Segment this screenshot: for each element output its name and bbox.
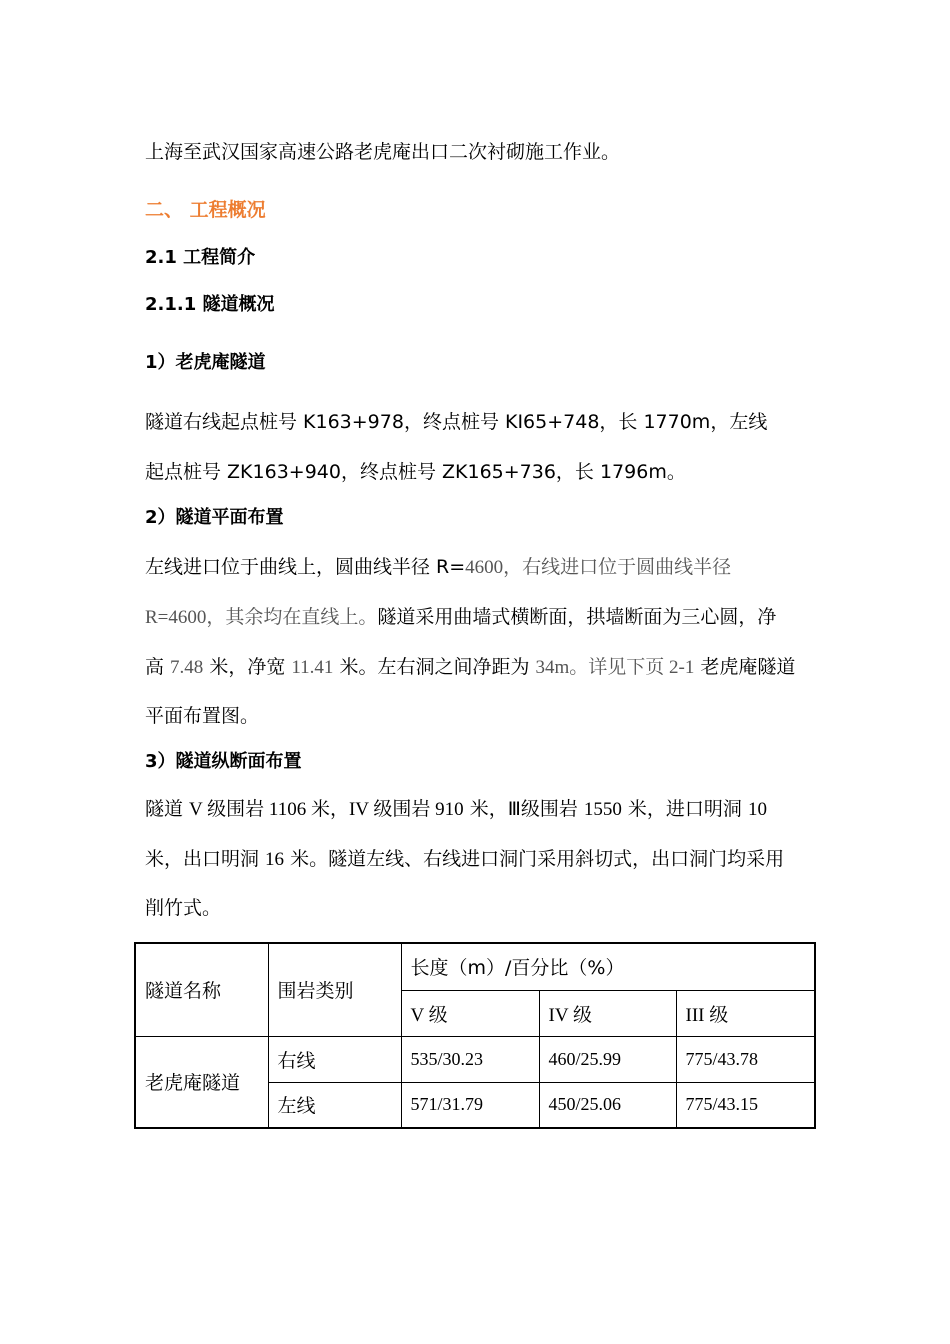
- header-grade-iii: III 级: [676, 990, 815, 1036]
- header-rock-class: 围岩类别: [268, 943, 401, 1036]
- table-row: [135, 1036, 815, 1082]
- header-length-percent: 长度（m）/百分比（%）: [401, 943, 815, 990]
- grade-iv-cell: 460/25.99: [539, 1036, 676, 1082]
- section-heading: 二、 工程概况: [145, 199, 266, 221]
- item3-line1: 隧道 V 级围岩 1106 米，IV 级围岩 910 米，Ⅲ级围岩 1550 米，进口明洞 10: [145, 798, 767, 820]
- item2-line4: 平面布置图。: [145, 705, 260, 727]
- sub-heading-2-1-1: 2.1.1 隧道概况: [145, 294, 275, 315]
- grade-v-cell: 571/31.79: [401, 1082, 539, 1128]
- line-cell: 右线: [268, 1036, 401, 1082]
- item2-heading: 2）隧道平面布置: [145, 507, 284, 528]
- item2-line1: 左线进口位于曲线上，圆曲线半径 R=4600，右线进口位于圆曲线半径: [145, 556, 732, 578]
- grade-iv-cell: 450/25.06: [539, 1082, 676, 1128]
- header-grade-v: V 级: [401, 990, 539, 1036]
- table-header-row: [135, 943, 815, 990]
- item1-line2: 起点桩号 ZK163+940，终点桩号 ZK165+736，长 1796m。: [145, 461, 686, 483]
- item1-heading: 1）老虎庵隧道: [145, 352, 266, 373]
- item2-line3: 高 7.48 米，净宽 11.41 米。左右洞之间净距为 34m。详见下页 2-1 老虎庵隧道: [145, 656, 796, 678]
- item1-line1: 隧道右线起点桩号 K163+978，终点桩号 KI65+748，长 1770m，左线: [145, 411, 768, 433]
- grade-iii-cell: 775/43.78: [676, 1036, 815, 1082]
- item3-heading: 3）隧道纵断面布置: [145, 751, 302, 772]
- tunnel-name-cell: 老虎庵隧道: [135, 1036, 268, 1128]
- surrounding-rock-table: [134, 942, 816, 1129]
- grade-iii-cell: 775/43.15: [676, 1082, 815, 1128]
- line-cell: 左线: [268, 1082, 401, 1128]
- header-tunnel-name: 隧道名称: [135, 943, 268, 1036]
- grade-v-cell: 535/30.23: [401, 1036, 539, 1082]
- item3-line3: 削竹式。: [145, 897, 222, 919]
- item2-line2: R=4600，其余均在直线上。隧道采用曲墙式横断面，拱墙断面为三心圆，净: [145, 606, 777, 628]
- header-grade-iv: IV 级: [539, 990, 676, 1036]
- intro-line: 上海至武汉国家高速公路老虎庵出口二次衬砌施工作业。: [145, 141, 621, 163]
- sub-heading-2-1: 2.1 工程简介: [145, 247, 256, 268]
- item3-line2: 米，出口明洞 16 米。隧道左线、右线进口洞门采用斜切式，出口洞门均采用: [145, 848, 785, 870]
